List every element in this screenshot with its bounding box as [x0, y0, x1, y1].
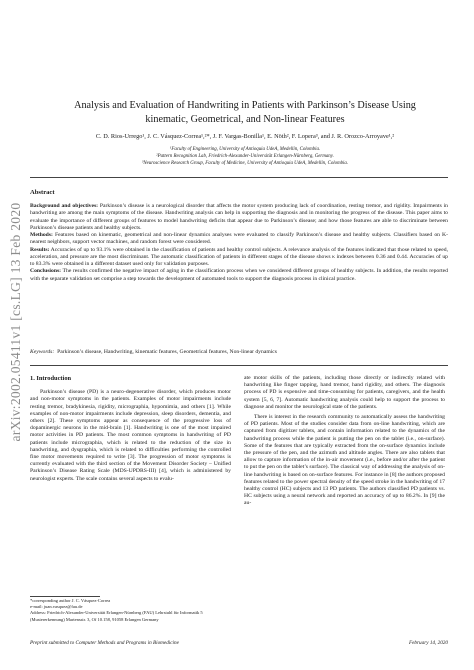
- results-text: Accuracies of up to 93.1% were obtained in the classification of patients and healthy control subjects. A relevance analysis of the features indicated that those related to speed, acceleration, and pressure are the most discriminant. The automatic classification of patients in different stages of the disease shows κ indexes between 0.36 and 0.44. Accuracies of up to 83.3% were obtained in a different dataset used only for validation purposes.: [30, 246, 448, 267]
- abstract-block: [30, 189, 448, 283]
- abstract-conclusions: [30, 268, 448, 283]
- conclusions-label: Conclusions:: [30, 268, 62, 275]
- arxiv-identifier[interactable]: arXiv:2002.05411v1 [cs.LG] 13 Feb 2020: [8, 202, 23, 442]
- affiliation-3: ³Neuroscience Research Group, Faculty of Medicine, University of Antioquia UdeA, Medellín, Colombia.: [141, 161, 349, 166]
- right-column: [244, 375, 445, 508]
- left-column: [30, 375, 231, 483]
- intro-paragraph-2: There is interest in the research community to automatically assess the handwriting of PD patients. Most of the studies consider data from on-line handwriting, which are captured from digitizer tablets, and contain information related to the dynamics of the handwriting process while the patient is putting the pen on the tablet (i.e., on-surface). Some of the features that are typically extracted from the on-surface dynamics include the pressure of the pen, and the azimuth and altitude angles. There are also tablets that allow to capture information of the in-air movement (i.e., before and/or after the patient to put the pen on the tablet’s surface). The classical way of addressing the analysis of on-line handwriting is based on on-surface features. For instance in [8] the authors proposed features related to the power spectral density of the speed stroke in the handwriting of 17 healthy control (HC) subjects and 13 PD patients. The authors classified PD patients vs. HC subjects using a neural network and reported an accuracy of up to 86.2%. In [9] the au-: [244, 414, 445, 507]
- paper-title: [40, 99, 450, 127]
- footer-date: February 14, 2020: [408, 640, 448, 646]
- methods-text: Features based on kinematic, geometrical and non-linear dynamics analyses were evaluated to classify Parkinson’s disease and healthy subjects. Classifiers based on K-nearest neighbors, support vector machines, and random forest were considered.: [30, 232, 448, 246]
- abstract-results: [30, 247, 448, 269]
- arxiv-stamp: [4, 182, 28, 462]
- abstract-heading: Abstract: [30, 189, 55, 196]
- affiliation-1: ¹Faculty of Engineering, University of Antioquia UdeA, Medellín, Colombia.: [169, 147, 321, 152]
- intro-paragraph-1: Parkinson’s disease (PD) is a neuro-degenerative disorder, which produces motor and non-motor symptoms in the patients. Examples of motor impairments include resting tremor, bradykinesia, rigidity, micrographia, hypomimia, and others [1]. While examples of non-motor impairments include depression, sleep disorders, dementia, and others [2]. These symptoms appear as consequence of the progressive loss of dopaminergic neurons in the mid-brain [1]. Handwriting is one of the most impaired motor activities in PD patients. The most common symptoms in handwriting of PD patients include micrographia, which is related to the reduction of the size in handwriting, and dysgraphia, which is related to difficulties performing the controlled fine motor movements required to write [3]. The progression of motor symptoms is currently evaluated with the third section of the Movement Disorder Society – Unified Parkinson’s Disease Rating Scale (MDS-UPDRS-III) [4], which is administered by neurologist experts. The scale contains several aspects to evalu-: [30, 389, 231, 482]
- abstract-background: [30, 203, 448, 232]
- author-list: C. D. Rios-Urrego¹, J. C. Vásquez-Correa¹,²*, J. F. Vargas-Bonilla¹, E. Nöth², F. Lopera³, and J. R. Orozco-Arroyave¹,²: [95, 133, 395, 140]
- keywords-label: Keywords:: [30, 349, 55, 355]
- abstract-bottom-rule: [30, 365, 448, 366]
- footnote-rule: [30, 596, 100, 597]
- background-text: Parkinson’s disease is a neurological disorder that affects the motor system producing lack of coordination, resting tremor, and rigidity. Impairments in handwriting are among the main symptoms of the disease. Handwriting analysis can help in supporting the diagnosis and in monitoring the progress of the disease. This paper aims to evaluate the importance of different groups of features to model handwriting deficits that appear due to Parkinson’s disease; and how those features are able to discriminate between Parkinson’s disease patients and healthy subjects.: [30, 203, 448, 231]
- footnote-email[interactable]: e-mail: juan.vasquez@fau.de: [30, 604, 83, 610]
- methods-label: Methods:: [30, 232, 53, 238]
- keywords-text: Parkinson’s disease, Handwriting, kinematic features, Geometrical features, Non-linear dynamics: [57, 349, 277, 355]
- title-line-2: kinematic, Geometrical, and Non-linear Features: [145, 114, 345, 125]
- affiliations: [40, 146, 450, 167]
- intro-paragraph-1-continued: ate motor skills of the patients, including those directly or indirectly related with handwriting like finger tapping, hand tremor, hand rigidity, and others. The diagnosis process of PD is expensive and time-consuming for patients, caregivers, and the health system [5, 6, 7]. Automatic handwriting analysis could help to support the process to diagnose and monitor the neurological state of the patients.: [244, 375, 445, 410]
- footnotes: [30, 598, 231, 623]
- results-label: Results:: [30, 246, 50, 253]
- abstract-top-rule: [30, 177, 448, 178]
- title-line-1: Analysis and Evaluation of Handwriting in Patients with Parkinson’s Disease Using: [74, 100, 416, 111]
- background-label: Background and objectives:: [30, 203, 99, 209]
- footnote-address: Address: Friedrich-Alexander-Universität Erlangen-Nürnberg (FAU) Lehrstuhl für Informatik 5 (Mustererkennung) Martensstr. 3, Of 10.158, 91058 Erlangen Germany: [30, 610, 203, 622]
- footer-journal: Preprint submitted to Computer Methods and Programs in Biomedicine: [30, 640, 179, 646]
- keywords-line: [30, 349, 448, 356]
- conclusions-text: The results confirmed the negative impact of aging in the classification process when we considered different groups of healthy subjects. In addition, the results reported with the separate validation set comprise a step towards the development of automated tools to support the diagnosis process in clinical practice.: [30, 268, 448, 282]
- section-heading-introduction: 1. Introduction: [30, 375, 72, 382]
- affiliation-2: ²Pattern Recognition Lab, Friedrich-Alexander-Universität Erlangen-Nürnberg, Germany.: [156, 154, 334, 159]
- abstract-methods: [30, 232, 448, 247]
- footnote-corresponding-author: *corresponding author J. C. Vásquez-Correa: [30, 598, 111, 603]
